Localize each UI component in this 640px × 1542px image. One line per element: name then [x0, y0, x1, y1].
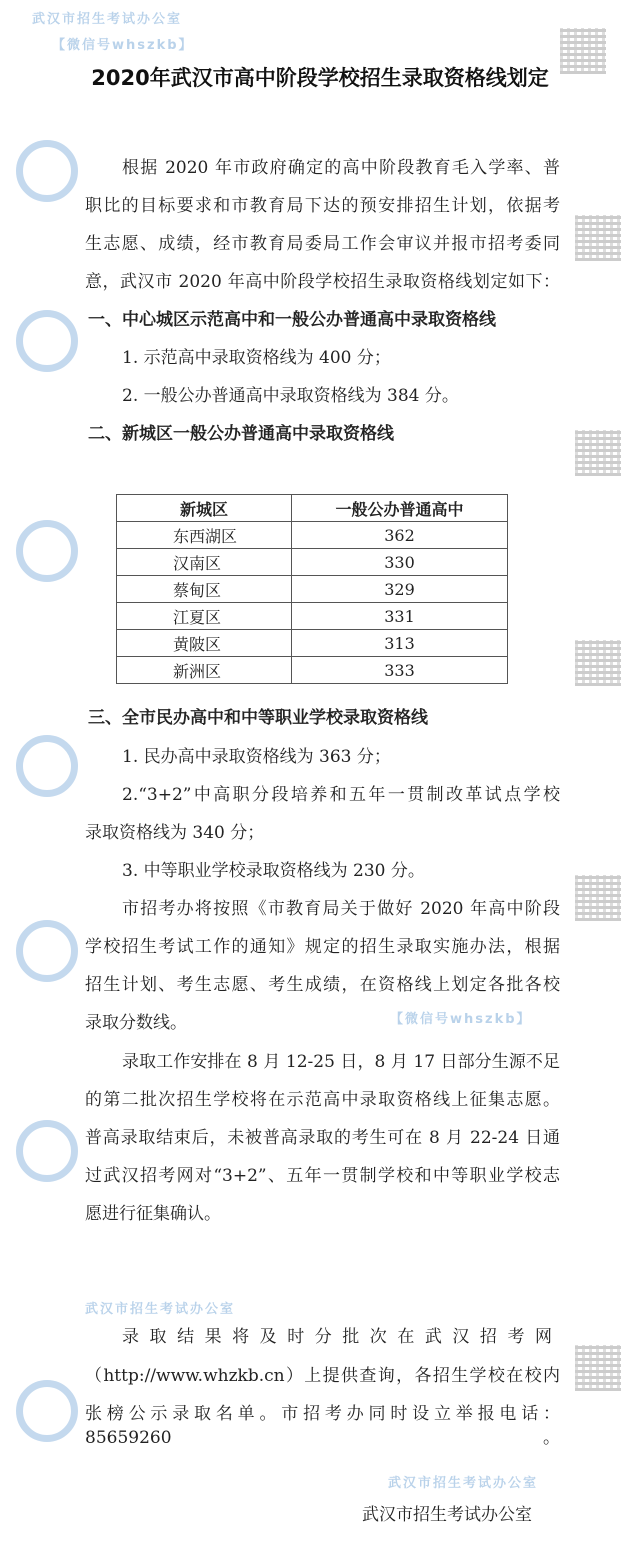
para2-line: 录取工作安排在 8 月 12-25 日，8 月 17 日部分生源不足	[122, 1052, 560, 1072]
district-cell: 黄陂区	[117, 630, 292, 657]
watermark-seal-icon	[16, 1120, 78, 1182]
intro-line: 职比的目标要求和市教育局下达的预安排招生计划，依据考	[85, 196, 560, 216]
district-cell: 东西湖区	[117, 522, 292, 549]
para3-line: （http://www.whzkb.cn）上提供查询，各招生学校在校内	[85, 1366, 560, 1386]
para1-line: 学校招生考试工作的通知》规定的招生录取实施办法，根据	[85, 937, 560, 957]
district-cell: 江夏区	[117, 603, 292, 630]
watermark-seal-icon	[16, 920, 78, 982]
intro-line: 根据 2020 年市政府确定的高中阶段教育毛入学率、普	[122, 158, 560, 178]
section1-item: 2. 一般公办普通高中录取资格线为 384 分。	[122, 386, 459, 406]
watermark-seal-icon	[16, 1380, 78, 1442]
page-title: 2020年武汉市高中阶段学校招生录取资格线划定	[91, 66, 549, 90]
district-cell: 新洲区	[117, 657, 292, 684]
watermark-text: 武汉市招生考试办公室	[388, 1476, 539, 1491]
score-cell: 329	[292, 576, 508, 603]
table-row	[117, 657, 508, 684]
section3-heading: 三、全市民办高中和中等职业学校录取资格线	[88, 708, 428, 728]
table-header: 一般公办普通高中	[292, 495, 508, 522]
score-cell: 330	[292, 549, 508, 576]
para2-line: 过武汉招考网对“3+2”、五年一贯制学校和中等职业学校志	[85, 1166, 560, 1186]
para3-line: 录取结果将及时分批次在武汉招考网	[122, 1327, 560, 1347]
para2-line: 普高录取结束后，未被普高录取的考生可在 8 月 22-24 日通	[85, 1128, 560, 1148]
para3-line: 张榜公示录取名单。市招考办同时设立举报电话：85659260。	[85, 1404, 560, 1448]
section1-heading: 一、中心城区示范高中和一般公办普通高中录取资格线	[88, 310, 496, 330]
intro-line: 意，武汉市 2020 年高中阶段学校招生录取资格线划定如下：	[85, 272, 560, 292]
watermark-account: 【微信号whszkb】	[52, 38, 194, 53]
table-row	[117, 630, 508, 657]
watermark-qr-icon	[575, 640, 621, 686]
table-row	[117, 603, 508, 630]
score-cell: 362	[292, 522, 508, 549]
table-row	[117, 549, 508, 576]
table-header: 新城区	[117, 495, 292, 522]
para1-line: 市招考办将按照《市教育局关于做好 2020 年高中阶段	[122, 899, 560, 919]
watermark-qr-icon	[575, 430, 621, 476]
section1-item: 1. 示范高中录取资格线为 400 分；	[122, 348, 391, 368]
table-header-row	[117, 495, 508, 522]
signature: 武汉市招生考试办公室	[362, 1505, 532, 1525]
watermark-qr-icon	[575, 215, 621, 261]
watermark-text: 武汉市招生考试办公室	[32, 12, 183, 27]
score-cell: 331	[292, 603, 508, 630]
watermark-seal-icon	[16, 310, 78, 372]
watermark-seal-icon	[16, 140, 78, 202]
score-table	[116, 494, 508, 684]
score-cell: 313	[292, 630, 508, 657]
para2-line: 的第二批次招生学校将在示范高中录取资格线上征集志愿。	[85, 1090, 560, 1110]
table-row	[117, 576, 508, 603]
watermark-qr-icon	[575, 1345, 621, 1391]
section3-item: 1. 民办高中录取资格线为 363 分；	[122, 747, 391, 767]
watermark-qr-icon	[575, 875, 621, 921]
para1-line: 招生计划、考生志愿、考生成绩，在资格线上划定各批各校	[85, 975, 560, 995]
para2-line: 愿进行征集确认。	[85, 1204, 221, 1224]
para1-line: 录取分数线。	[85, 1013, 187, 1033]
watermark-seal-icon	[16, 520, 78, 582]
section3-item: 录取资格线为 340 分；	[85, 823, 265, 843]
watermark-account: 【微信号whszkb】	[390, 1012, 532, 1027]
score-cell: 333	[292, 657, 508, 684]
district-cell: 蔡甸区	[117, 576, 292, 603]
section3-item: 3. 中等职业学校录取资格线为 230 分。	[122, 861, 425, 881]
watermark-seal-icon	[16, 735, 78, 797]
district-cell: 汉南区	[117, 549, 292, 576]
table-row	[117, 522, 508, 549]
intro-line: 生志愿、成绩，经市教育局委局工作会审议并报市招考委同	[85, 234, 560, 254]
watermark-text: 武汉市招生考试办公室	[85, 1302, 236, 1317]
section3-item: 2.“3+2”中高职分段培养和五年一贯制改革试点学校	[122, 785, 560, 805]
section2-heading: 二、新城区一般公办普通高中录取资格线	[88, 424, 394, 444]
